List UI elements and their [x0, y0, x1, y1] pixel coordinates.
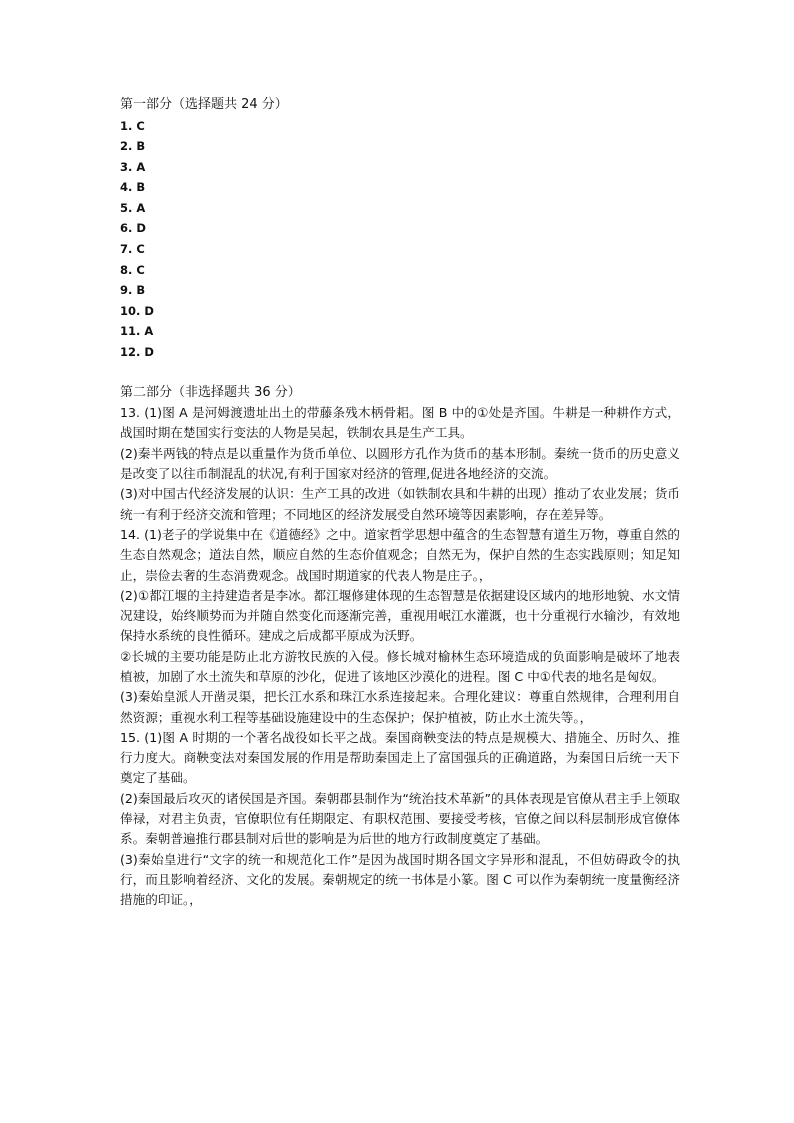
answer-item: 1. C [120, 118, 145, 133]
answer-item: 6. D [120, 221, 146, 236]
answer-item: 8. C [120, 262, 145, 277]
answer-item: 9. B [120, 283, 146, 298]
answer-item: 2. B [120, 139, 146, 154]
answer-paragraph-15-2: (2)秦国最后攻灭的诸侯国是齐国。秦朝郡县制作为“统治技术革新”的具体表现是官僚从君主手上领取俸禄，对君主负责，官僚职位有任期限定、有职权范围、要接受考核，官僚之间以科层制形成官僚体系。秦朝普遍推行郡县制对后世的影响是为后世的地方行政制度奠定了基础。 [120, 790, 680, 847]
answer-item: 10. D [120, 303, 154, 318]
answer-paragraph-14-2a: (2)①都江堰的主持建造者是李冰。都江堰修建体现的生态智慧是依据建设区域内的地形地貌、水文情况建设，始终顺势而为并随自然变化而逐渐完善，重视用岷江水灌溉，也十分重视行水输沙，有效地保持水系统的良性循环。建成之后成都平原成为沃野。 [120, 587, 680, 644]
part1-title: 第一部分（选择题共 24 分） [120, 97, 288, 112]
answer-paragraph-13-3: (3)对中国古代经济发展的认识：生产工具的改进（如铁制农具和牛耕的出现）推动了农业发展；货币统一有利于经济交流和管理；不同地区的经济发展受自然环境等因素影响，存在差异等。 [120, 486, 680, 522]
answer-item: 4. B [120, 180, 146, 195]
answer-paragraph-13-1: 13. (1)图 A 是河姆渡遗址出土的带藤条残木柄骨耜。图 B 中的①处是齐国。牛耕是一种耕作方式，战国时期在楚国实行变法的人物是吴起，铁制农具是生产工具。 [120, 405, 680, 441]
answer-paragraph-14-1: 14. (1)老子的学说集中在《道德经》之中。道家哲学思想中蕴含的生态智慧有道生万物，尊重自然的生态自然观念；道法自然，顺应自然的生态价值观念；自然无为，保护自然的生态实践原则；知足知止，崇俭去奢的生态消费观念。战国时期道家的代表人物是庄子。， [120, 526, 680, 583]
answer-item: 5. A [120, 200, 146, 215]
answer-item: 11. A [120, 324, 154, 339]
answer-paragraph-15-3: (3)秦始皇进行“文字的统一和规范化工作”是因为战国时期各国文字异形和混乱，不但妨碍政令的执行，而且影响着经济、文化的发展。秦朝规定的统一书体是小篆。图 C 可以作为秦朝统一度量衡经济措施的印证。， [120, 851, 680, 908]
part2-title: 第二部分（非选择题共 36 分） [120, 384, 301, 400]
answer-paragraph-15-1: 15. (1)图 A 时期的一个著名战役如长平之战。秦国商鞅变法的特点是规模大、措施全、历时久、推行力度大。商鞅变法对秦国发展的作用是帮助秦国走上了富国强兵的正确道路，为秦国日后统一天下奠定了基础。 [120, 729, 680, 786]
answer-item: 12. D [120, 345, 154, 360]
answer-item: 7. C [120, 242, 145, 257]
answer-item: 3. A [120, 159, 146, 174]
section-gap [120, 363, 680, 383]
answer-paragraph-14-2b: ②长城的主要功能是防止北方游牧民族的入侵。修长城对榆林生态环境造成的负面影响是破坏了地表植被，加剧了水土流失和草原的沙化，促进了该地区沙漠化的进程。图 C 中①代表的地名是匈奴。 [120, 648, 680, 684]
answer-paragraph-13-2: (2)秦半两钱的特点是以重量作为货币单位、以圆形方孔作为货币的基本形制。秦统一货币的历史意义是改变了以往币制混乱的状况,有利于国家对经济的管理,促进各地经济的交流。 [120, 445, 680, 482]
answer-sheet [120, 95, 680, 911]
part1-answer-list [120, 116, 680, 363]
part2-answers [120, 403, 680, 910]
answer-paragraph-14-3: (3)秦始皇派人开凿灵渠，把长江水系和珠江水系连接起来。合理化建议：尊重自然规律，合理利用自然资源；重视水利工程等基础设施建设中的生态保护；保护植被，防止水土流失等。， [120, 689, 680, 725]
